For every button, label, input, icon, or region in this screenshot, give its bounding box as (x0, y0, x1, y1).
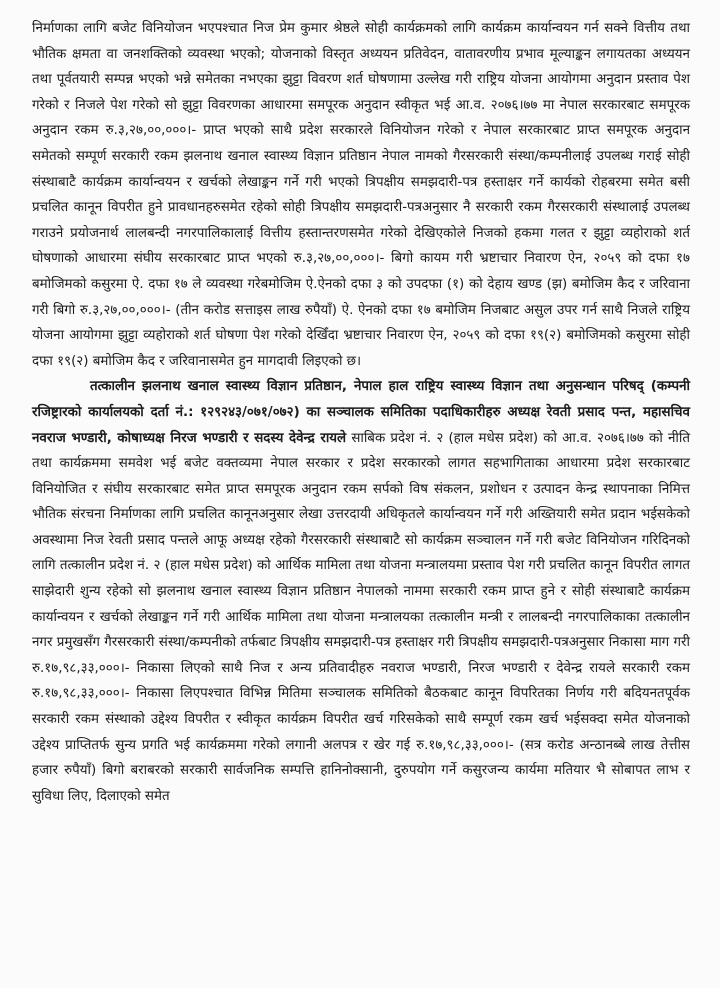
paragraph-2-bold-intro: तत्कालीन झलनाथ खनाल स्वास्थ्य विज्ञान प्रतिष्ठान, नेपाल हाल राष्ट्रिय स्वास्थ्य विज्ञान तथा अनुसन्धान परिषद् (कम्पनी रजिष्ट्रारको कार्यालयको दर्ता नं.: १२९२४३/०७१/०७२) का सञ्चालक समितिका पदाधिकारीहरु अध्यक्ष रेवती प्रसाद पन्त, महासचिव नवराज भण्डारी, कोषाध्यक्ष निरज भण्डारी र सदस्य देवेन्द्र रायले (32, 379, 690, 446)
paragraph-1: निर्माणका लागि बजेट विनियोजन भएपश्चात निज प्रेम कुमार श्रेष्ठले सोही कार्यक्रमको लागि कार्यक्रम कार्यान्वयन गर्न सक्ने वित्तीय तथा भौतिक क्षमता वा जनशक्तिको व्यवस्था भएको; योजनाको विस्तृत अध्ययन प्रतिवेदन, वातावरणीय प्रभाव मूल्याङ्कन लगायतका अध्ययन तथा पूर्वतयारी सम्पन्न भएको भन्ने समेतका नभएका झुट्टा विवरण शर्त घोषणामा उल्लेख गरी राष्ट्रिय योजना आयोगमा अनुदान प्रस्ताव पेश गरेको र निजले पेश गरेको सो झुट्टा विवरणका आधारमा समपूरक अनुदान स्वीकृत भई आ.व. २०७६।७७ मा नेपाल सरकारबाट समपूरक अनुदान रकम रु.३,२७,००,०००।- प्राप्त भएको साथै प्रदेश सरकारले विनियोजन गरेको र नेपाल सरकारबाट प्राप्त समपूरक अनुदान समेतको सम्पूर्ण सरकारी रकम झलनाथ खनाल स्वास्थ्य विज्ञान प्रतिष्ठान नेपाल नामको गैरसरकारी संस्था/कम्पनीलाई उपलब्ध गराई सोही संस्थाबाटै कार्यक्रम कार्यान्वयन र खर्चको लेखाङ्कन गर्ने गरी भएको त्रिपक्षीय समझदारी-पत्र हस्ताक्षर गर्ने कार्यको रोहबरमा समेत बसी प्रचलित कानून विपरीत हुने प्रावधानहरुसमेत रहेको सोही त्रिपक्षीय समझदारी-पत्रअनुसार नै सरकारी रकम गैरसरकारी संस्थालाई उपलब्ध गराउने प्रयोजनार्थ लालबन्दी नगरपालिकालाई वित्तीय हस्तान्तरणसमेत गरेको देखिएकोले निजको हकमा गलत र झुट्टा व्यहोराको शर्त घोषणाको आधारमा संघीय सरकारबाट प्राप्त भएको रु.३,२७,००,०००।- बिगो कायम गरी भ्रष्टाचार निवारण ऐन, २०५९ को दफा १७ बमोजिमको कसुरमा ऐ. दफा १७ ले व्यवस्था गरेबमोजिम ऐ.ऐनको दफा ३ को उपदफा (१) को देहाय खण्ड (झ) बमोजिम कैद र जरिवाना गरी बिगो रु.३,२७,००,०००।- (तीन करोड सत्ताइस लाख रुपैयाँ) ऐ. ऐनको दफा १७ बमोजिम निजबाट असुल उपर गर्न साथै निजले राष्ट्रिय योजना आयोगमा झुट्टा व्यहोराको शर्त घोषणा पेश गरेको देखिँदा भ्रष्टाचार निवारण ऐन, २०५९ को दफा १९(२) बमोजिमको कसुरमा सोही दफा १९(२) बमोजिम कैद र जरिवानासमेत हुन मागदावी लिइएको छ। (32, 21, 690, 369)
paragraph-2 (32, 374, 690, 809)
paragraph-2-body: साबिक प्रदेश नं. २ (हाल मधेस प्रदेश) को आ.व. २०७६।७७ को नीति तथा कार्यक्रममा समवेश भई बजेट वक्तव्यमा नेपाल सरकार र प्रदेश सरकारको लागत सहभागिताका आधारमा प्रदेश सरकारबाट विनियोजित र संघीय सरकारबाट समेत प्राप्त समपूरक अनुदान रकम सर्पको विष संकलन, प्रशोधन र उत्पादन केन्द्र स्थापनाका निमित्त भौतिक संरचना निर्माणका लागि प्रचलित कानूनअनुसार लेखा उत्तरदायी अधिकृतले कार्यान्वयन गर्ने गरी अख्तियारी समेत प्रदान भईसकेको अवस्थामा निज रेवती प्रसाद पन्तले आफू अध्यक्ष रहेको गैरसरकारी संस्थाबाटै सो कार्यक्रम सञ्चालन गर्ने गरी बजेट विनियोजन गरिदिनको लागि तत्कालीन प्रदेश नं. २ (हाल मधेस प्रदेश) को आर्थिक मामिला तथा योजना मन्त्रालयमा प्रस्ताव पेश गरी प्रचलित कानून विपरीत लागत साझेदारी शुन्य रहेको सो झलनाथ खनाल स्वास्थ्य विज्ञान प्रतिष्ठान नेपालको नाममा सरकारी रकम प्राप्त हुने र सोही संस्थाबाटै कार्यक्रम कार्यान्वयन र खर्चको लेखाङ्कन गर्ने गरी आर्थिक मामिला तथा योजना मन्त्रालयका तत्कालीन मन्त्री र लालबन्दी नगरपालिकाका तत्कालीन नगर प्रमुखसँग गैरसरकारी संस्था/कम्पनीको तर्फबाट त्रिपक्षीय समझदारी-पत्र हस्ताक्षर गरी त्रिपक्षीय समझदारी-पत्रअनुसार निकासा माग गरी रु.१७,९८,३३,०००।- निकासा लिएको साथै निज र अन्य प्रतिवादीहरु नवराज भण्डारी, निरज भण्डारी र देवेन्द्र रायले सरकारी रकम रु.१७,९८,३३,०००।- निकासा लिएपश्चात विभिन्न मितिमा सञ्चालक समितिको बैठकबाट कानून विपरितका निर्णय गरी बदियनतपूर्वक सरकारी रकम संस्थाको उद्देश्य विपरीत र स्वीकृत कार्यक्रम विपरीत खर्च गरिसकेको साथै सम्पूर्ण रकम खर्च भईसक्दा समेत योजनाको उद्देश्य प्राप्तितर्फ सुन्य प्रगति भई कार्यक्रममा गरेको लगानी अलपत्र र खेर गई रु.१७,९८,३३,०००।- (सत्र करोड अन्ठानब्बे लाख तेत्तीस हजार रुपैयाँ) बिगो बराबरको सरकारी सार्वजनिक सम्पत्ति हानिनोक्सानी, दुरुपयोग गर्ने कसुरजन्य कार्यमा मतियार भै सोबापत लाभ र सुविधा लिए, दिलाएको समेत (32, 430, 690, 804)
